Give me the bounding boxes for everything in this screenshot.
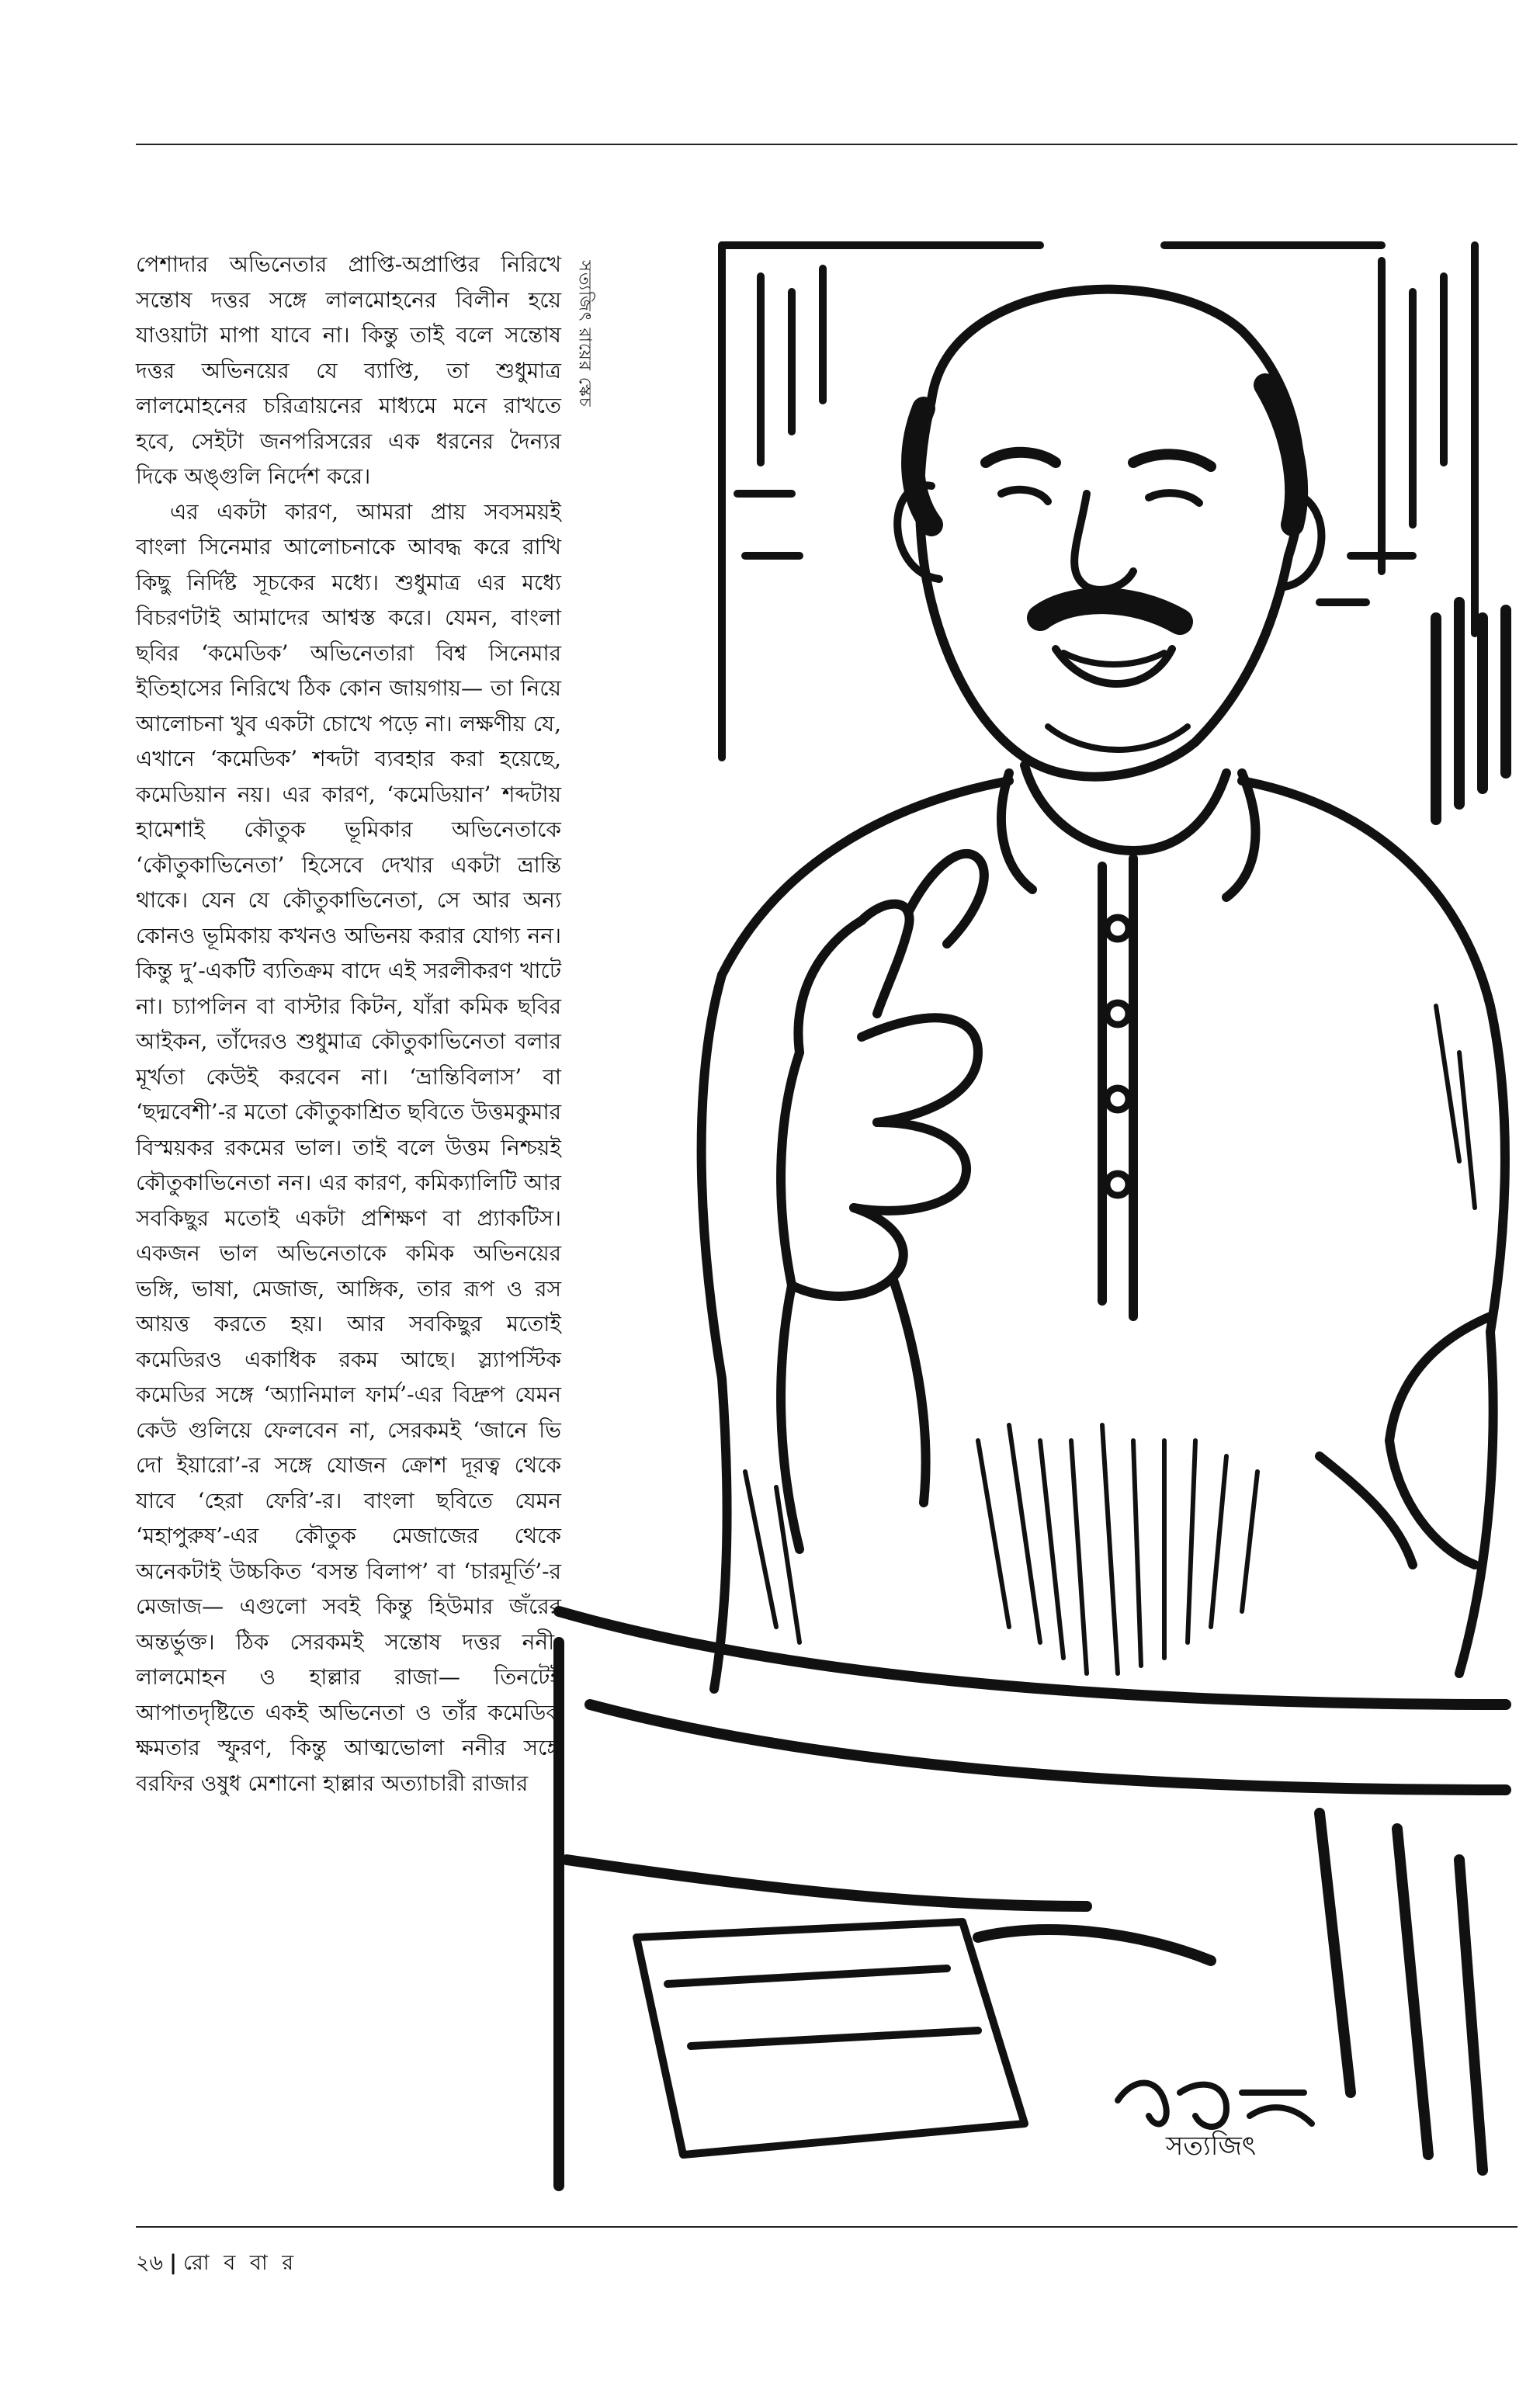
desk	[559, 1611, 1506, 2186]
footer-separator: |	[169, 2251, 177, 2275]
article-paragraph-1: পেশাদার অভিনেতার প্রাপ্তি-অপ্রাপ্তির নিরিখে সন্তোষ দত্তর সঙ্গে লালমোহনের বিলীন হয়ে যাওয়াটা মাপা যাবে না। কিন্তু তাই বলে সন্তোষ দত্তর অভিনয়ের যে ব্যাপ্তি, তা শুধুমাত্র লালমোহনের চরিত্রায়নের মাধ্যমে মনে রাখতে হবে, সেইটা জনপরিসরের এক ধরনের দৈন্যর দিকে অঙ্গুলি নির্দেশ করে।	[136, 251, 561, 489]
magazine-name: রো ব বা র	[183, 2251, 298, 2275]
article-body	[136, 247, 561, 1801]
figure-collar	[1001, 765, 1255, 897]
artist-signature: সত্যজিৎ	[1165, 2131, 1257, 2162]
bottom-rule	[136, 2226, 1517, 2228]
sketch-illustration	[543, 230, 1521, 2201]
top-rule	[136, 144, 1517, 145]
kurta-buttons	[1107, 917, 1129, 1195]
artist-signature-scribble	[1118, 2083, 1312, 2127]
figure-head	[897, 290, 1321, 777]
illustration-caption: সত্যজিৎ রায়ের স্কেচ	[574, 260, 595, 408]
article-paragraph-2: এর একটা কারণ, আমরা প্রায় সবসময়ই বাংলা সিনেমার আলোচনাকে আবদ্ধ করে রাখি কিছু নির্দিষ্ট সূচকের মধ্যে। শুধুমাত্র এর মধ্যে বিচরণটাই আমাদের আশ্বস্ত করে। যেমন, বাংলা ছবির ‘কমেডিক’ অভিনেতারা বিশ্ব সিনেমার ইতিহাসের নিরিখে ঠিক কোন জায়গায়— তা নিয়ে আলোচনা খুব একটা চোখে পড়ে না। লক্ষণীয় যে, এখানে ‘কমেডিক’ শব্দটা ব্যবহার করা হয়েছে, কমেডিয়ান নয়। এর কারণ, ‘কমেডিয়ান’ শব্দটায় হামেশাই কৌতুক ভূমিকার অভিনেতাকে ‘কৌতুকাভিনেতা’ হিসেবে দেখার একটা ভ্রান্তি থাকে। যেন যে কৌতুকাভিনেতা, সে আর অন্য কোনও ভূমিকায় কখনও অভিনয় করার যোগ্য নন। কিন্তু দু’-একটি ব্যতিক্রম বাদে এই সরলীকরণ খাটে না। চ্যাপলিন বা বাস্টার কিটন, যাঁরা কমিক ছবির আইকন, তাঁদেরও শুধুমাত্র কৌতুকাভিনেতা বলার মূর্খতা কেউই করবেন না। ‘ভ্রান্তিবিলাস’ বা ‘ছদ্মবেশী’-র মতো কৌতুকাশ্রিত ছবিতে উত্তমকুমার বিস্ময়কর রকমের ভাল। তাই বলে উত্তম নিশ্চয়ই কৌতুকাভিনেতা নন। এর কারণ, কমিক্যালিটি আর সবকিছুর মতোই একটা প্রশিক্ষণ বা প্র্যাকটিস। একজন ভাল অভিনেতাকে কমিক অভিনয়ের ভঙ্গি, ভাষা, মেজাজ, আঙ্গিক, তার রূপ ও রস আয়ত্ত করতে হয়। আর সবকিছুর মতোই কমেডিরও একাধিক রকম আছে। স্ল্যাপস্টিক কমেডির সঙ্গে ‘অ্যানিমাল ফার্ম’-এর বিদ্রুপ যেমন কেউ গুলিয়ে ফেলবেন না, সেরকমই ‘জানে ভি দো ইয়ারো’-র সঙ্গে যোজন ক্রোশ দূরত্ব থেকে যাবে ‘হেরা ফেরি’-র। বাংলা ছবিতে যেমন ‘মহাপুরুষ’-এর কৌতুক মেজাজের থেকে অনেকটাই উচ্চকিত ‘বসন্ত বিলাপ’ বা ‘চারমূর্তি’-র মেজাজ— এগুলো সবই কিন্তু হিউমার জঁরের অন্তর্ভুক্ত। ঠিক সেরকমই সন্তোষ দত্তর ননী, লালমোহন ও হাল্লার রাজা— তিনটেই আপাতদৃষ্টিতে একই অভিনেতা ও তাঁর কমেডিক ক্ষমতার স্ফুরণ, কিন্তু আত্মভোলা ননীর সঙ্গে বরফির ওষুধ মেশানো হাল্লার অত্যাচারী রাজার	[136, 498, 562, 1796]
page-number: ২৬	[136, 2251, 164, 2275]
background-hatching-right	[1436, 602, 1506, 820]
figure-right-arm	[1320, 1316, 1490, 1565]
page-footer	[136, 2247, 297, 2282]
figure-raised-hand	[781, 854, 984, 1549]
desk-papers	[636, 1922, 1025, 2155]
figure-kurta	[702, 781, 1505, 1689]
